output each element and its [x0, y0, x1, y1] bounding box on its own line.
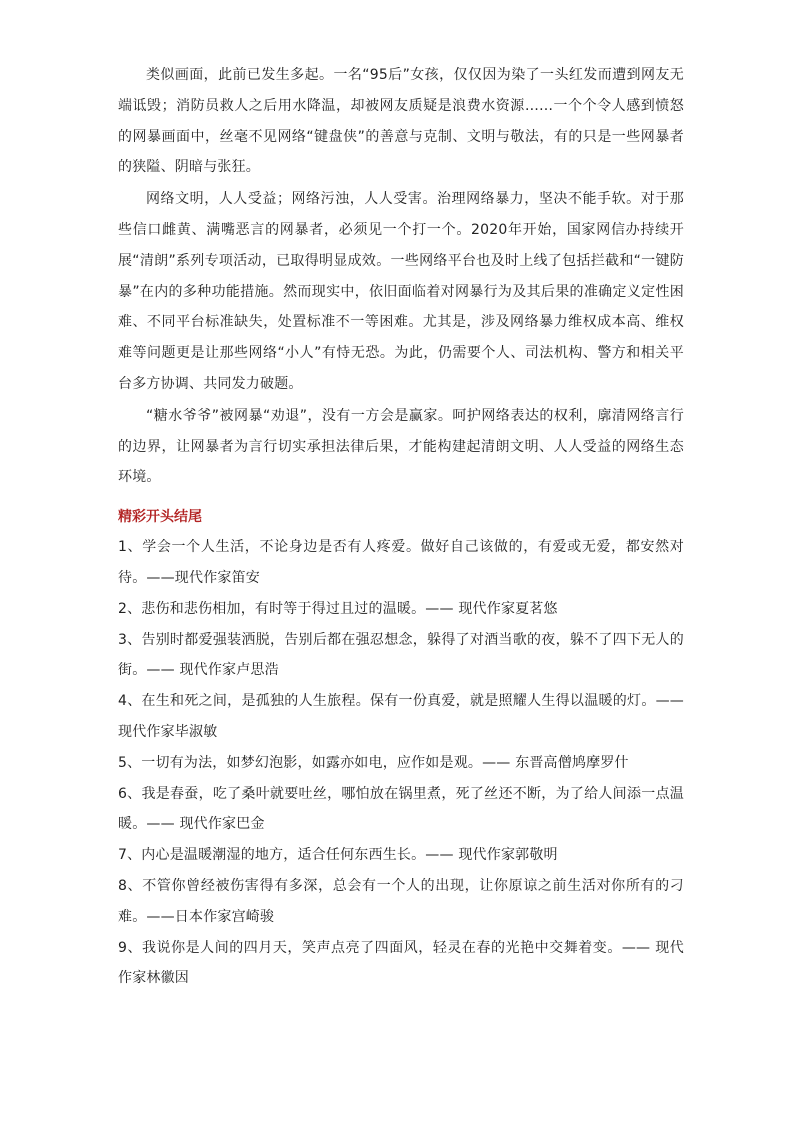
quote-item-7: 7、内心是温暖潮湿的地方，适合任何东西生长。—— 现代作家郭敬明 [118, 847, 558, 864]
quote-item-1: 1、学会一个人生活，不论身边是否有人疼爱。做好自己该做的，有爱或无爱，都安然对待。——现代作家笛安 [118, 539, 684, 586]
quote-item-5: 5、一切有为法，如梦幻泡影，如露亦如电，应作如是观。—— 东晋高僧鸠摩罗什 [118, 754, 629, 771]
body-paragraph-1: 类似画面，此前已发生多起。一名“95后”女孩，仅仅因为染了一头红发而遭到网友无端诋毁；消防员救人之后用水降温，却被网友质疑是浪费水资源……一个个令人感到愤怒的网暴画面中，丝毫不见网络“键盘侠”的善意与克制、文明与敬法，有的只是一些网暴者的狭隘、阴暗与张狂。 [118, 67, 684, 176]
document-page [118, 60, 684, 994]
quote-item-3: 3、告别时都爱强装洒脱，告别后都在强忍想念，躲得了对酒当歌的夜，躲不了四下无人的街。—— 现代作家卢思浩 [118, 631, 684, 679]
quote-item-8: 8、不管你曾经被伤害得有多深，总会有一个人的出现，让你原谅之前生活对你所有的刁难。——日本作家宫崎骏 [118, 877, 684, 925]
quote-item-6: 6、我是春蚕，吃了桑叶就要吐丝，哪怕放在锅里煮，死了丝还不断，为了给人间添一点温暖。—— 现代作家巴金 [118, 785, 684, 833]
section-heading: 精彩开头结尾 [118, 509, 202, 526]
body-paragraph-2: 网络文明，人人受益；网络污浊，人人受害。治理网络暴力，坚决不能手软。对于那些信口雌黄、满嘴恶言的网暴者，必须见一个打一个。2020年开始，国家网信办持续开展“清朗”系列专项活动，已取得明显成效。一些网络平台也及时上线了包括拦截和“一键防暴”在内的多种功能措施。然而现实中，依旧面临着对网暴行为及其后果的准确定义定性困难、不同平台标准缺失，处置标准不一等困难。尤其是，涉及网络暴力维权成本高、维权难等问题更是让那些网络“小人”有恃无恐。为此，仍需要个人、司法机构、警方和相关平台多方协调、共同发力破题。 [118, 191, 684, 392]
quote-item-2: 2、悲伤和悲伤相加，有时等于得过且过的温暖。—— 现代作家夏茗悠 [118, 600, 558, 617]
quote-item-9: 9、我说你是人间的四月天，笑声点亮了四面风，轻灵在春的光艳中交舞着变。—— 现代作家林徽因 [118, 939, 684, 987]
quote-item-4: 4、在生和死之间，是孤独的人生旅程。保有一份真爱，就是照耀人生得以温暖的灯。——现代作家毕淑敏 [118, 693, 684, 740]
body-paragraph-3: “糖水爷爷”被网暴“劝退”，没有一方会是赢家。呵护网络表达的权利，廓清网络言行的边界，让网暴者为言行切实承担法律后果，才能构建起清朗文明、人人受益的网络生态环境。 [118, 407, 684, 486]
